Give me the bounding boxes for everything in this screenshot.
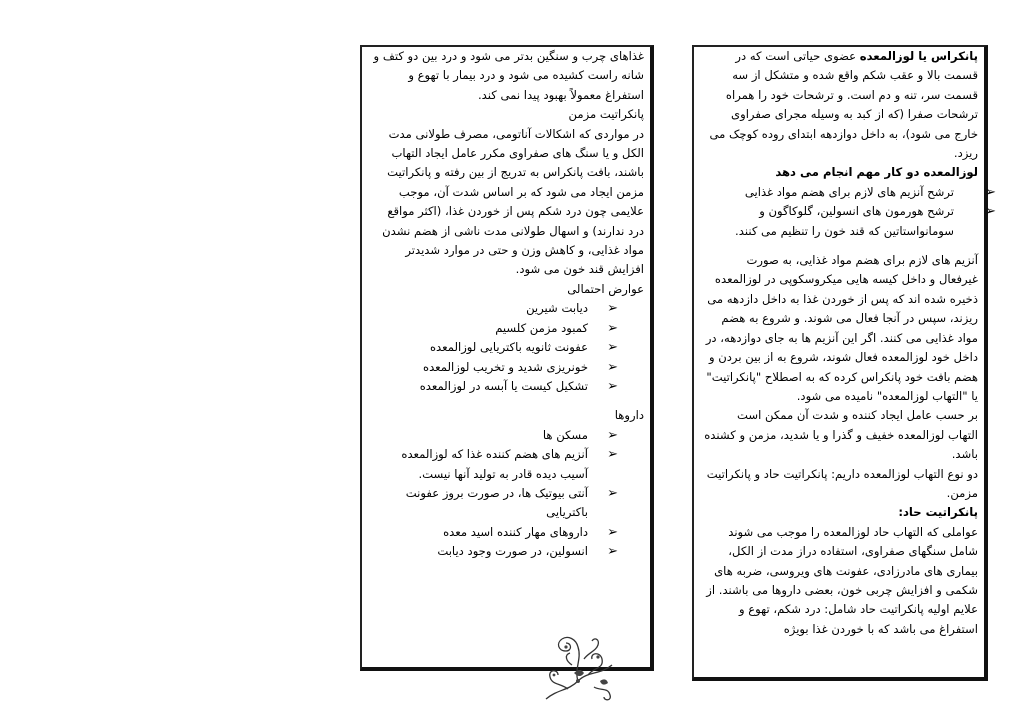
- chevron-arrow-icon: ➢: [607, 378, 618, 394]
- chronic-paragraph: در مواردی که اشکالات آناتومی، مصرف طولانی مدت الکل و یا سنگ های صفراوی مکرر عامل ایجاد التهاب باشند، بافت پانکراس به تدریج از بین رفته و پانکراتیت مزمن ایجاد می شود که بر اساس شدت آن، موجب علایمی چون درد شکم پس از خوردن غذا، (اکثر مواقع درد ندارند) و اسهال طولانی مدت ناشی از هضم نشدن مواد غذایی، و کاهش وزن و حتی در موارد شدیدتر افزایش قند خون می شود.: [382, 126, 644, 277]
- severity-paragraph: بر حسب عامل ایجاد کننده و شدت آن ممکن است التهاب لوزالمعده خفیف و گذرا و یا شدید، مزمن و کشنده باشد.: [704, 408, 978, 462]
- list-item: ➢ داروهای مهار کننده اسید معده: [443, 524, 618, 540]
- functions-list: [704, 183, 996, 241]
- chevron-arrow-icon: ➢: [607, 524, 618, 540]
- list-item: ➢ آنزیم های هضم کننده غذا که لوزالمعده آسیب دیده قادر به تولید آنها نیست.: [401, 447, 618, 481]
- list-item: ➢ ترشح آنزیم های لازم برای هضم مواد غذایی: [744, 184, 996, 200]
- chevron-arrow-icon: ➢: [607, 427, 618, 443]
- chevron-arrow-icon: ➢: [607, 544, 618, 560]
- floral-ornament-icon: [538, 629, 620, 705]
- chevron-arrow-icon: ➢: [607, 301, 618, 317]
- list-item: ➢ عفونت ثانویه باکتریایی لوزالمعده: [429, 340, 618, 356]
- chevron-arrow-icon: ➢: [607, 320, 618, 336]
- chevron-arrow-icon: ➢: [607, 359, 618, 375]
- chevron-arrow-icon: ➢: [607, 485, 618, 501]
- chevron-arrow-icon: ➢: [985, 204, 996, 220]
- drugs-list: [372, 426, 644, 562]
- types-paragraph: دو نوع التهاب لوزالمعده داریم: پانکراتیت حاد و پانکراتیت مزمن.: [706, 466, 978, 500]
- drugs-heading: داروها: [614, 408, 644, 423]
- list-item: ➢ خونریزی شدید و تخریب لوزالمعده: [423, 359, 618, 375]
- chronic-heading: پانکراتیت مزمن: [568, 107, 644, 122]
- list-item: ➢ مسکن ها: [542, 427, 618, 443]
- list-item: ➢ دیابت شیرین: [526, 301, 618, 317]
- complications-list: [372, 299, 644, 396]
- complications-heading: عوارض احتمالی: [567, 281, 644, 296]
- list-item: ➢ تشکیل کیست یا آبسه در لوزالمعده: [419, 378, 618, 394]
- functions-heading: لوزالمعده دو کار مهم انجام می دهد: [775, 165, 978, 180]
- acute-heading: پانکراتیت حاد:: [898, 505, 978, 520]
- right-column: [692, 45, 996, 681]
- list-item: ➢ کمبود مزمن کلسیم: [495, 320, 618, 336]
- intro-text: عضوی حیاتی است که در قسمت بالا و عقب شکم واقع شده و متشکل از سه قسمت سر، تنه و دم است. و ترشحات خود را همراه ترشحات صفرا (که از کبد به وسیله مجرای صفراوی خارج می شود)، به داخل دوازدهه ابتدای روده کوچک می ریزد.: [709, 49, 978, 161]
- list-item: ➢ ترشح هورمون های انسولین، گلوکاگون و سومانواستاتین که قند خون را تنظیم می کنند.: [735, 204, 996, 238]
- list-item: ➢ آنتی بیوتیک ها، در صورت بروز عفونت باکتریایی: [405, 485, 618, 520]
- list-item: ➢ انسولین، در صورت وجود دیابت: [437, 544, 618, 560]
- intro-title: پانکراس یا لوزالمعده: [859, 49, 978, 63]
- chevron-arrow-icon: ➢: [985, 184, 996, 200]
- continuation-paragraph: غذاهای چرب و سنگین بدتر می شود و درد بین دو کتف و شانه راست کشیده می شود و درد بیمار با تهوع و استفراغ معمولاً بهبود پیدا نمی کند.: [373, 49, 644, 102]
- chevron-arrow-icon: ➢: [607, 447, 618, 463]
- intro-paragraph: [704, 47, 978, 163]
- left-column: [360, 45, 654, 671]
- enzymes-paragraph: آنزیم های لازم برای هضم مواد غذایی، به صورت غیرفعال و داخل کیسه هایی میکروسکوپی در لوزالمعده ذخیره شده اند که پس از خوردن غذا به داخل دازدهه می ریزند، سپس در آنجا فعال می شوند. و شروع به هضم مواد غذایی می کنند. اگر این آنزیم ها به جای دوازدهه، در داخل خود لوزالمعده فعال شوند، شروع به از بین بردن و هضم بافت خود پانکراس کرده که به اصطلاح "پانکراتیت" یا "التهاب لوزالمعده" نامیده می شود.: [705, 253, 978, 403]
- acute-paragraph: عواملی که التهاب حاد لوزالمعده را موجب می شوند شامل سنگهای صفراوی، استفاده دراز مدت از الکل، بیماری های مادرزادی، عفونت های ویروسی، ضربه های شکمی و افزایش چربی خون، بعضی داروها می باشند. از علایم اولیه پانکراتیت حاد شامل: درد شکم، تهوع و استفراغ می باشد که با خوردن غذا بویژه: [706, 524, 978, 636]
- chevron-arrow-icon: ➢: [607, 340, 618, 356]
